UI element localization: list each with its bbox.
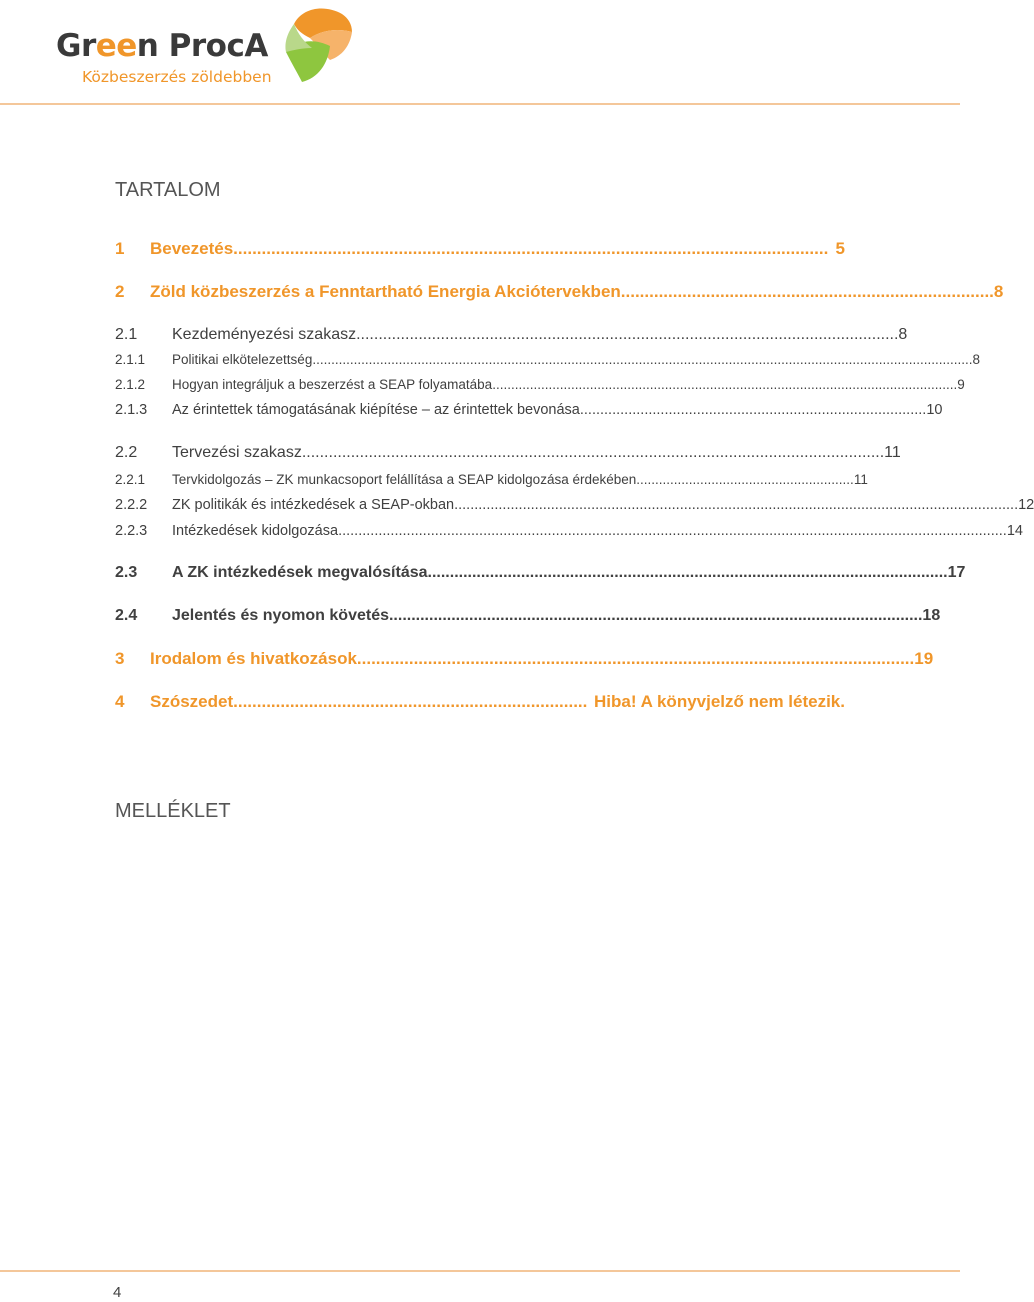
toc-entry[interactable]: 2.1.2 Hogyan integráljuk a beszerzést a SEAP folyamatába ............................................................................................................................ 9 bbox=[115, 377, 965, 392]
toc-heading: TARTALOM bbox=[115, 179, 221, 201]
toc-entry[interactable]: 1 Bevezetés .............................................................................................................................. 5 bbox=[115, 239, 845, 258]
header-divider bbox=[0, 103, 960, 105]
toc-entry[interactable]: 2.1.1 Politikai elkötelezettség ................................................................................................................................................................................ 8 bbox=[115, 352, 980, 367]
page-header bbox=[0, 0, 960, 106]
logo-leaf-icon bbox=[272, 2, 356, 86]
footer-divider bbox=[0, 1270, 960, 1272]
toc-entry[interactable]: 2.4 Jelentés és nyomon követés ........................................................................................................................ 18 bbox=[115, 607, 941, 624]
toc-entry[interactable]: 4 Szószedet ........................................................................... Hiba! A könyvjelző nem létezik. bbox=[115, 692, 845, 711]
toc-entry[interactable]: 2.2.2 ZK politikák és intézkedések a SEAP-okban ............................................................................................................................................ 12 bbox=[115, 497, 1034, 513]
toc-entry[interactable]: 2.1 Kezdeményezési szakasz .......................................................................................................................... 8 bbox=[115, 326, 908, 343]
annex-heading: MELLÉKLET bbox=[115, 800, 231, 822]
toc-entry[interactable]: 2.1.3 Az érintettek támogatásának kiépítése – az érintettek bevonása ...................................................................................... 10 bbox=[115, 402, 943, 418]
toc-entry[interactable]: 2.3 A ZK intézkedések megvalósítása ..................................................................................................................... 17 bbox=[115, 564, 966, 581]
toc-entry[interactable]: 2.2.3 Intézkedések kidolgozása ...................................................................................................................................................................... 14 bbox=[115, 523, 1023, 539]
toc-entry[interactable]: 2.2 Tervezési szakasz ................................................................................................................................... 11 bbox=[115, 444, 901, 461]
logo-wordmark: Green ProcA bbox=[56, 28, 268, 64]
bookmark-error-text: Hiba! A könyvjelző nem létezik. bbox=[594, 692, 845, 711]
toc-entry[interactable]: 2.2.1 Tervkidolgozás – ZK munkacsoport felállítása a SEAP kidolgozása érdekében .......................................................... 11 bbox=[115, 472, 868, 487]
toc-entry[interactable]: 2 Zöld közbeszerzés a Fenntartható Energia Akciótervekben ............................................................................... 8 bbox=[115, 282, 1004, 301]
page-number: 4 bbox=[113, 1284, 122, 1301]
toc-entry[interactable]: 3 Irodalom és hivatkozások ...................................................................................................................... 19 bbox=[115, 649, 934, 668]
logo-tagline: Közbeszerzés zöldebben bbox=[82, 68, 272, 86]
